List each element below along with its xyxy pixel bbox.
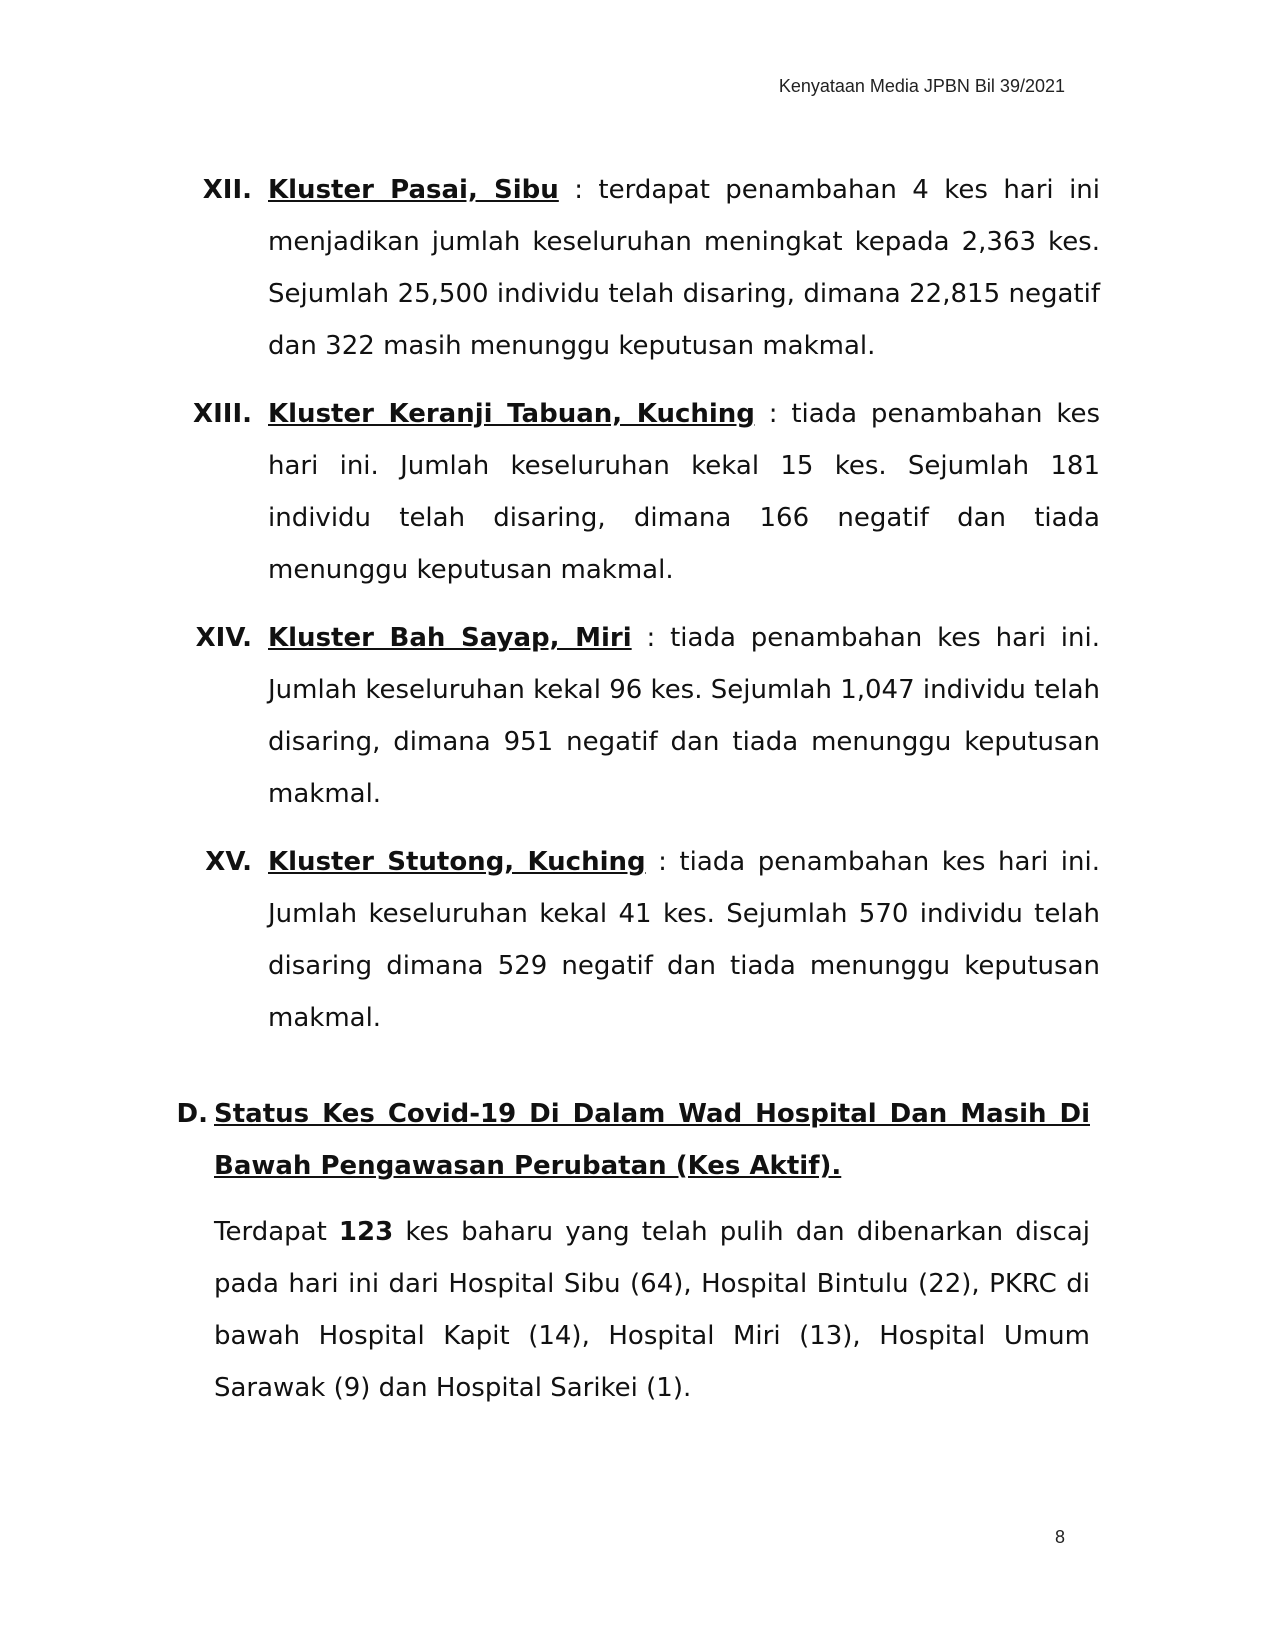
cluster-text: : terdapat penambahan 4 kes hari ini menjadikan jumlah keseluruhan meningkat kepada 2,363 kes. Sejumlah 25,500 individu telah disaring, dimana 22,815 negatif dan 322 masih menunggu keputusan makmal.	[268, 175, 1100, 361]
cluster-list	[170, 164, 1100, 1060]
cluster-text: : tiada penambahan kes hari ini. Jumlah keseluruhan kekal 41 kes. Sejumlah 570 individu telah disaring dimana 529 negatif dan tiada menunggu keputusan makmal.	[268, 847, 1100, 1033]
cluster-item-pasai-sibu	[170, 164, 1100, 372]
cluster-text: : tiada penambahan kes hari ini. Jumlah keseluruhan kekal 15 kes. Sejumlah 181 individu telah disaring, dimana 166 negatif dan tiada menunggu keputusan makmal.	[268, 399, 1100, 585]
section-heading	[170, 1088, 1100, 1192]
item-numeral: XV.	[205, 847, 252, 877]
item-body	[268, 836, 1100, 1044]
cluster-name: Kluster Pasai, Sibu	[268, 175, 559, 205]
cluster-name: Kluster Keranji Tabuan, Kuching	[268, 399, 755, 429]
cluster-item-keranji-tabuan	[170, 388, 1100, 596]
item-numeral: XIII.	[193, 399, 252, 429]
item-body	[268, 164, 1100, 372]
section-letter: D.	[176, 1099, 208, 1129]
page-header: Kenyataan Media JPBN Bil 39/2021	[778, 76, 1065, 96]
item-numeral: XIV.	[195, 623, 252, 653]
section-d	[170, 1088, 1100, 1414]
cluster-item-bah-sayap	[170, 612, 1100, 820]
cluster-name: Kluster Bah Sayap, Miri	[268, 623, 632, 653]
cluster-item-stutong	[170, 836, 1100, 1044]
item-numeral: XII.	[202, 175, 252, 205]
item-body	[268, 612, 1100, 820]
section-paragraph	[214, 1206, 1090, 1414]
page-number: 8	[1054, 1527, 1065, 1547]
item-body	[268, 388, 1100, 596]
para-text-before: Terdapat	[214, 1217, 339, 1247]
recovered-count: 123	[338, 1217, 394, 1247]
cluster-text: : tiada penambahan kes hari ini. Jumlah keseluruhan kekal 96 kes. Sejumlah 1,047 individu telah disaring, dimana 951 negatif dan tiada menunggu keputusan makmal.	[268, 623, 1100, 809]
para-text-after: kes baharu yang telah pulih dan dibenarkan discaj pada hari ini dari Hospital Sibu (64), Hospital Bintulu (22), PKRC di bawah Hospital Kapit (14), Hospital Miri (13), Hospital Umum Sarawak (9) dan Hospital Sarikei (1).	[214, 1217, 1090, 1403]
section-title: Status Kes Covid-19 Di Dalam Wad Hospital Dan Masih Di Bawah Pengawasan Perubatan (Kes Aktif).	[214, 1099, 1090, 1181]
cluster-name: Kluster Stutong, Kuching	[268, 847, 646, 877]
